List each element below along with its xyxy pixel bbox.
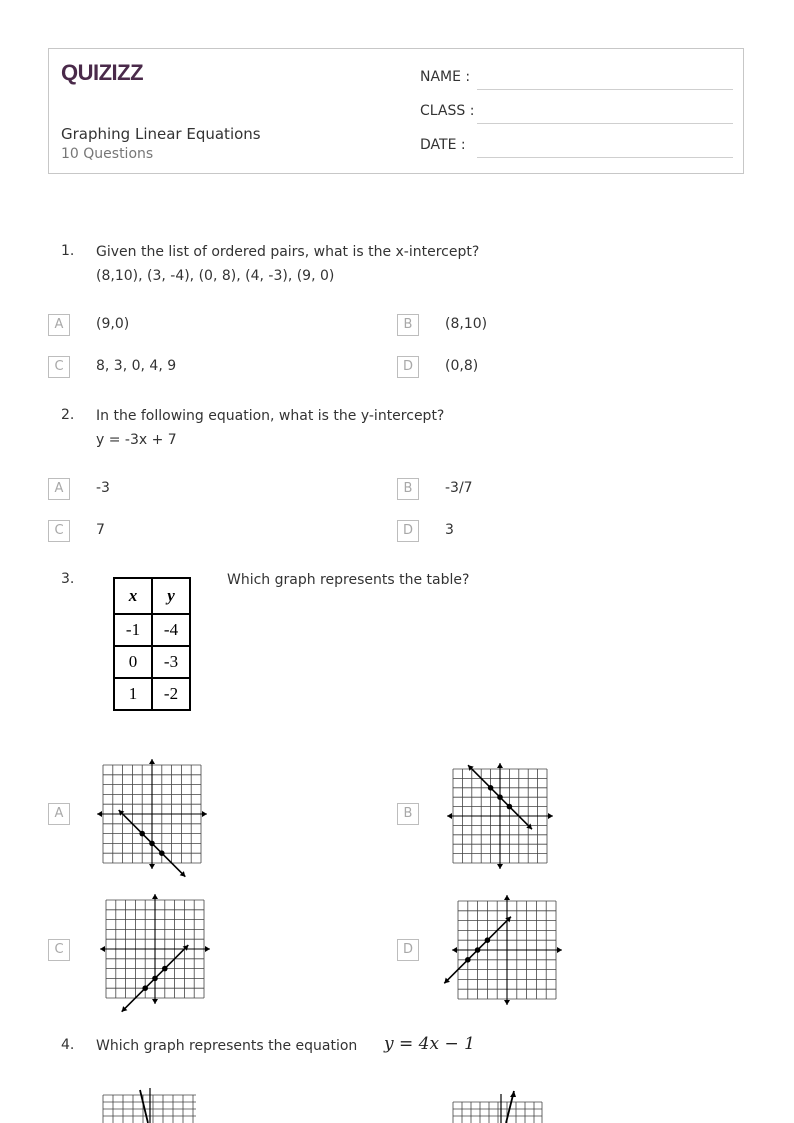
q2-option-d-box[interactable]: D — [397, 520, 419, 542]
q1-option-d-text: (0,8) — [445, 358, 479, 374]
table-cell: -4 — [152, 614, 190, 646]
question-2-number: 2. — [61, 407, 75, 423]
class-label: CLASS : — [420, 103, 475, 119]
q2-option-a-text: -3 — [96, 480, 110, 496]
q3-option-b-box[interactable]: B — [397, 803, 419, 825]
graph-point — [465, 957, 471, 963]
q1-option-a-box[interactable]: A — [48, 314, 70, 336]
q1-option-b-box[interactable]: B — [397, 314, 419, 336]
axis-arrow — [452, 947, 457, 953]
q1-option-b-text: (8,10) — [445, 316, 488, 332]
q1-option-a-text: (9,0) — [96, 316, 130, 332]
q2-option-a-box[interactable]: A — [48, 478, 70, 500]
axis-arrow — [504, 895, 510, 900]
q1-option-c-box[interactable]: C — [48, 356, 70, 378]
q4-option-b-graph-partial — [450, 1088, 546, 1123]
q2-option-b-box[interactable]: B — [397, 478, 419, 500]
q1-option-d-box[interactable]: D — [397, 356, 419, 378]
q1-option-c-text: 8, 3, 0, 4, 9 — [96, 358, 177, 374]
graph-point — [485, 937, 491, 943]
q3-option-d-box[interactable]: D — [397, 939, 419, 961]
table-cell: -2 — [152, 678, 190, 710]
graph-point — [475, 947, 481, 953]
name-label: NAME : — [420, 69, 471, 85]
q4-option-a-graph-partial — [100, 1086, 200, 1123]
question-2-line-1: In the following equation, what is the y-intercept? — [96, 408, 445, 424]
question-1-number: 1. — [61, 243, 75, 259]
date-label: DATE : — [420, 137, 466, 153]
question-1-line-1: Given the list of ordered pairs, what is the x-intercept? — [96, 244, 480, 260]
q2-option-d-text: 3 — [445, 522, 454, 538]
q3-option-c-box[interactable]: C — [48, 939, 70, 961]
question-2-line-2: y = -3x + 7 — [96, 432, 177, 448]
question-4-number: 4. — [61, 1037, 75, 1053]
axis-arrow — [557, 947, 562, 953]
question-4-text: Which graph represents the equation — [96, 1038, 358, 1054]
svg-text:QUIZIZZ: QUIZIZZ — [61, 60, 144, 85]
question-3-text: Which graph represents the table? — [227, 572, 470, 588]
q2-option-c-box[interactable]: C — [48, 520, 70, 542]
question-count: 10 Questions — [61, 146, 154, 162]
q2-option-b-text: -3/7 — [445, 480, 473, 496]
question-1-line-2: (8,10), (3, -4), (0, 8), (4, -3), (9, 0) — [96, 268, 335, 284]
table-header-x: x — [114, 578, 152, 614]
table-cell: -1 — [114, 614, 152, 646]
question-3-number: 3. — [61, 571, 75, 587]
axis-arrow — [504, 1000, 510, 1005]
q2-option-c-text: 7 — [96, 522, 105, 538]
table-cell: -3 — [152, 646, 190, 678]
q3-option-a-box[interactable]: A — [48, 803, 70, 825]
table-cell: 1 — [114, 678, 152, 710]
question-4-equation: y = 4x − 1 — [384, 1034, 475, 1054]
table-cell: 0 — [114, 646, 152, 678]
worksheet-title: Graphing Linear Equations — [61, 125, 261, 143]
table-header-y: y — [152, 578, 190, 614]
